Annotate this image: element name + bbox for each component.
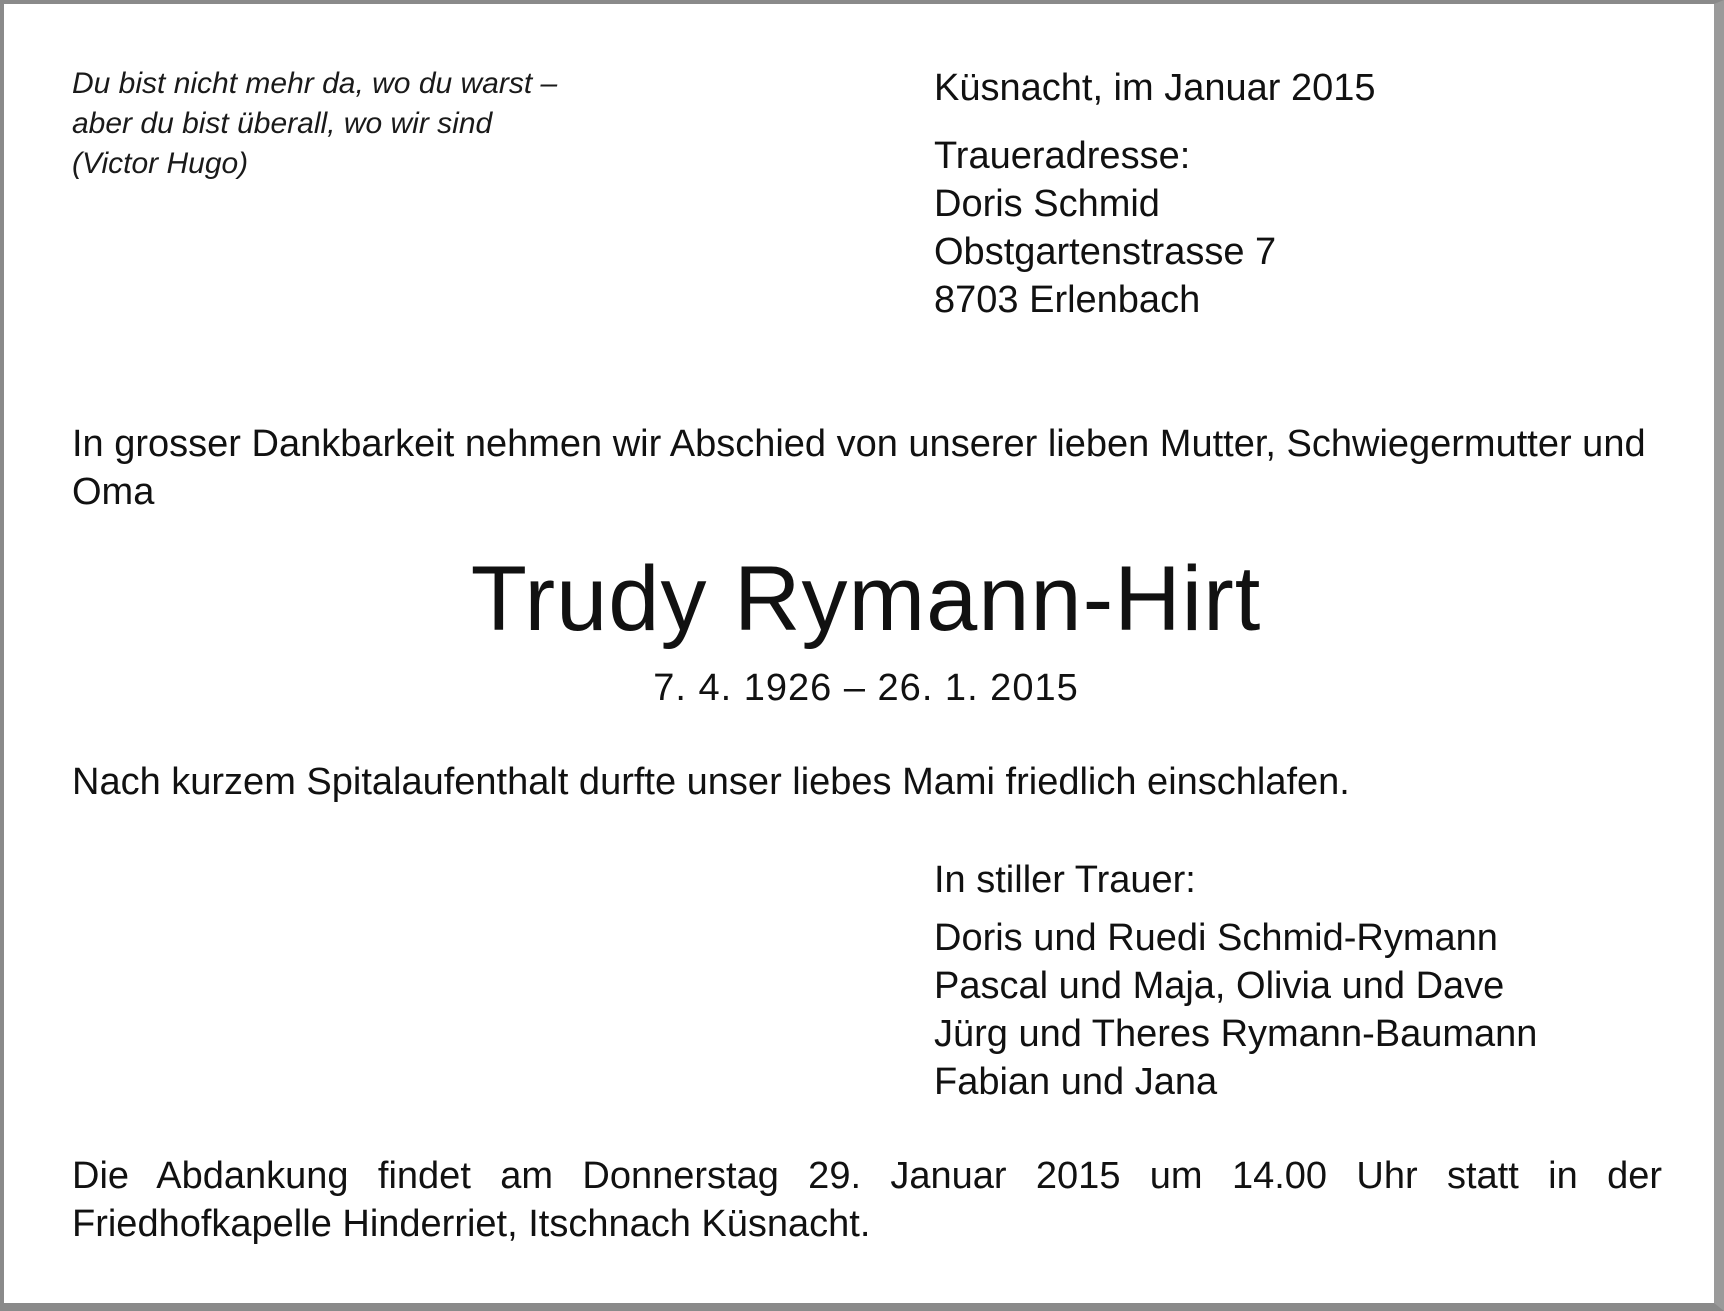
funeral-service-info — [72, 1152, 1662, 1248]
service-line: Friedhofkapelle Hinderriet, Itschnach Küsnacht. — [72, 1203, 871, 1245]
mourner-line: Jürg und Theres Rymann-Baumann — [934, 1013, 1538, 1055]
deceased-name: Trudy Rymann-Hirt — [470, 548, 1262, 650]
mourning-address — [934, 132, 1276, 324]
address-label: Traueradresse: — [934, 135, 1191, 177]
epigraph-quote — [72, 64, 557, 184]
passing-note: Nach kurzem Spitalaufenthalt durfte unser liebes Mami friedlich einschlafen. — [72, 761, 1350, 803]
mourners-list — [934, 914, 1537, 1106]
mourners-label: In stiller Trauer: — [934, 859, 1196, 901]
mourner-line: Pascal und Maja, Olivia und Dave — [934, 965, 1505, 1007]
mourner-line: Doris und Ruedi Schmid-Rymann — [934, 917, 1498, 959]
farewell-intro: In grosser Dankbarkeit nehmen wir Abschied von unserer lieben Mutter, Schwiegermutter und Oma — [72, 423, 1646, 513]
life-dates: 7. 4. 1926 – 26. 1. 2015 — [653, 667, 1079, 709]
quote-author: (Victor Hugo) — [72, 147, 249, 180]
address-line: Obstgartenstrasse 7 — [934, 231, 1277, 273]
quote-line: Du bist nicht mehr da, wo du warst – — [72, 67, 558, 100]
service-line: Die Abdankung findet am Donnerstag 29. Januar 2015 um 14.00 Uhr statt in der — [72, 1155, 1662, 1197]
quote-line: aber du bist überall, wo wir sind — [72, 107, 493, 140]
mourner-line: Fabian und Jana — [934, 1061, 1218, 1103]
place-date: Küsnacht, im Januar 2015 — [934, 67, 1376, 109]
address-line: Doris Schmid — [934, 183, 1160, 225]
address-line: 8703 Erlenbach — [934, 279, 1201, 321]
